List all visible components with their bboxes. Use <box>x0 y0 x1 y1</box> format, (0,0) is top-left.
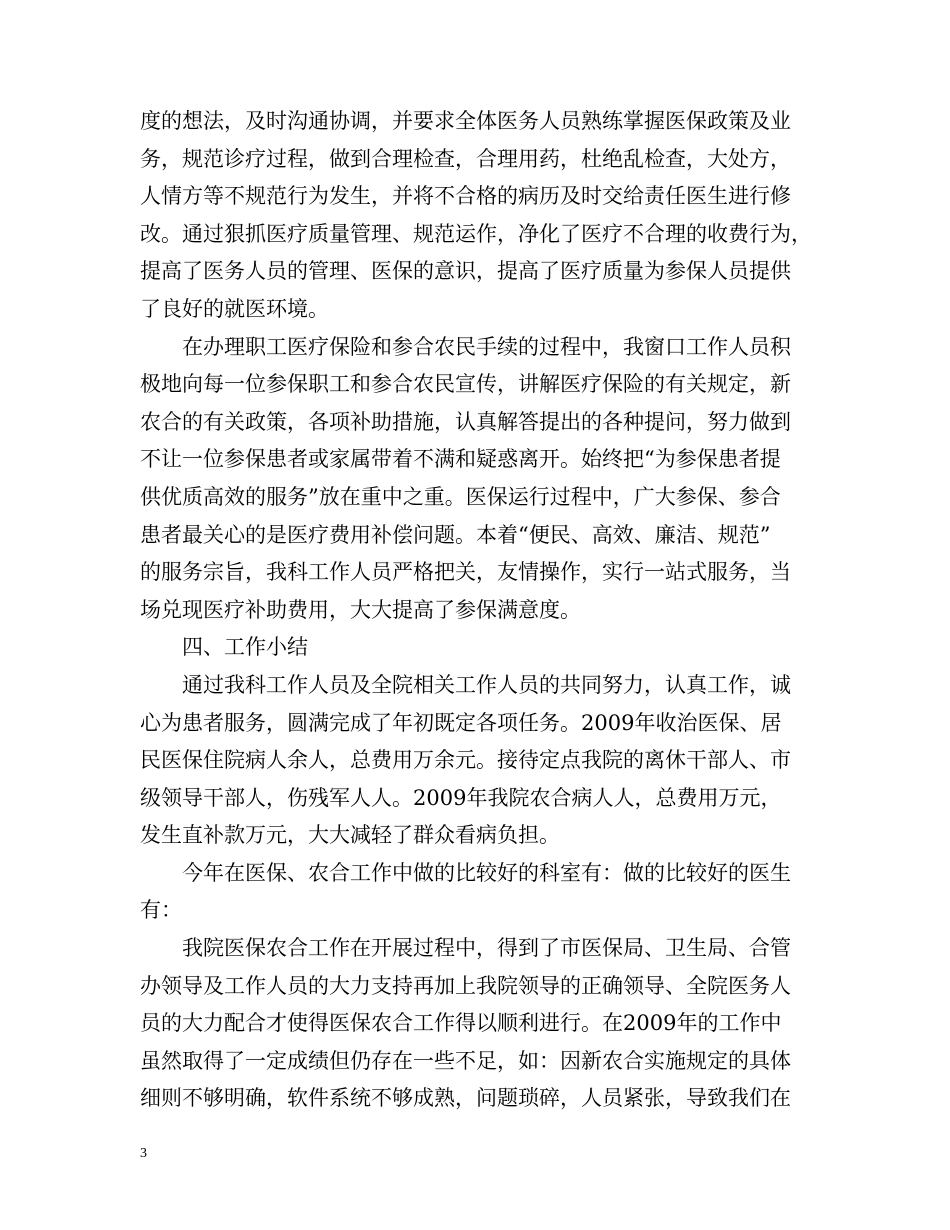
paragraph-start-line: 通过我科工作人员及全院相关工作人员的共同努力，认真工作，诚 <box>182 672 791 697</box>
text-line: 场兑现医疗补助费用，大大提高了参保满意度。 <box>140 597 581 622</box>
text-line: 细则不够明确，软件系统不够成熟，问题琐碎，人员紧张，导致我们在 <box>140 1086 791 1111</box>
paragraph-start-line: 今年在医保、农合工作中做的比较好的科室有：做的比较好的医生 <box>182 860 791 885</box>
text-line: 改。通过狠抓医疗质量管理、规范运作，净化了医疗不合理的收费行为， <box>140 221 812 246</box>
text-line: 供优质高效的服务”放在重中之重。医保运行过程中，广大参保、参合 <box>140 484 781 509</box>
text-line: 虽然取得了一定成绩但仍存在一些不足，如：因新农合实施规定的具体 <box>140 1048 791 1073</box>
text-line: 级领导干部人，伤残军人人。2009年我院农合病人人，总费用万元， <box>140 785 782 810</box>
text-line: 度的想法，及时沟通协调，并要求全体医务人员熟练掌握医保政策及业 <box>140 109 791 133</box>
text-line: 心为患者服务，圆满完成了年初既定各项任务。2009年收治医保、居 <box>140 710 782 735</box>
text-line: 了良好的就医环境。 <box>140 296 329 321</box>
text-line: 发生直补款万元，大大减轻了群众看病负担。 <box>140 823 560 848</box>
text-line: 有： <box>140 898 182 923</box>
text-line: 务，规范诊疗过程，做到合理检查，合理用药，杜绝乱检查，大处方， <box>140 146 791 171</box>
text-line: 提高了医务人员的管理、医保的意识，提高了医疗质量为参保人员提供 <box>140 259 791 284</box>
text-line: 员的大力配合才使得医保农合工作得以顺利进行。在2009年的工作中 <box>140 1011 782 1036</box>
text-line: 极地向每一位参保职工和参合农民宣传，讲解医疗保险的有关规定，新 <box>140 372 791 397</box>
text-line: 办领导及工作人员的大力支持再加上我院领导的正确领导、全院医务人 <box>140 973 791 998</box>
text-line: 患者最关心的是医疗费用补偿问题。本着“便民、高效、廉洁、规范” <box>140 522 771 547</box>
text-line: 的服务宗旨，我科工作人员严格把关，友情操作，实行一站式服务，当 <box>140 560 791 585</box>
text-line: 人情方等不规范行为发生，并将不合格的病历及时交给责任医生进行修 <box>140 184 791 209</box>
text-line: 不让一位参保患者或家属带着不满和疑惑离开。始终把“为参保患者提 <box>140 447 781 472</box>
page-number: 3 <box>140 1146 147 1161</box>
text-line: 民医保住院病人余人，总费用万余元。接待定点我院的离休干部人、市 <box>140 748 791 773</box>
paragraph-start-line: 我院医保农合工作在开展过程中，得到了市医保局、卫生局、合管 <box>182 936 791 961</box>
paragraph-start-line: 在办理职工医疗保险和参合农民手续的过程中，我窗口工作人员积 <box>182 334 791 359</box>
text-line: 农合的有关政策，各项补助措施，认真解答提出的各种提问，努力做到 <box>140 409 791 434</box>
body-text <box>140 103 814 1118</box>
section-heading: 四、工作小结 <box>182 635 308 660</box>
